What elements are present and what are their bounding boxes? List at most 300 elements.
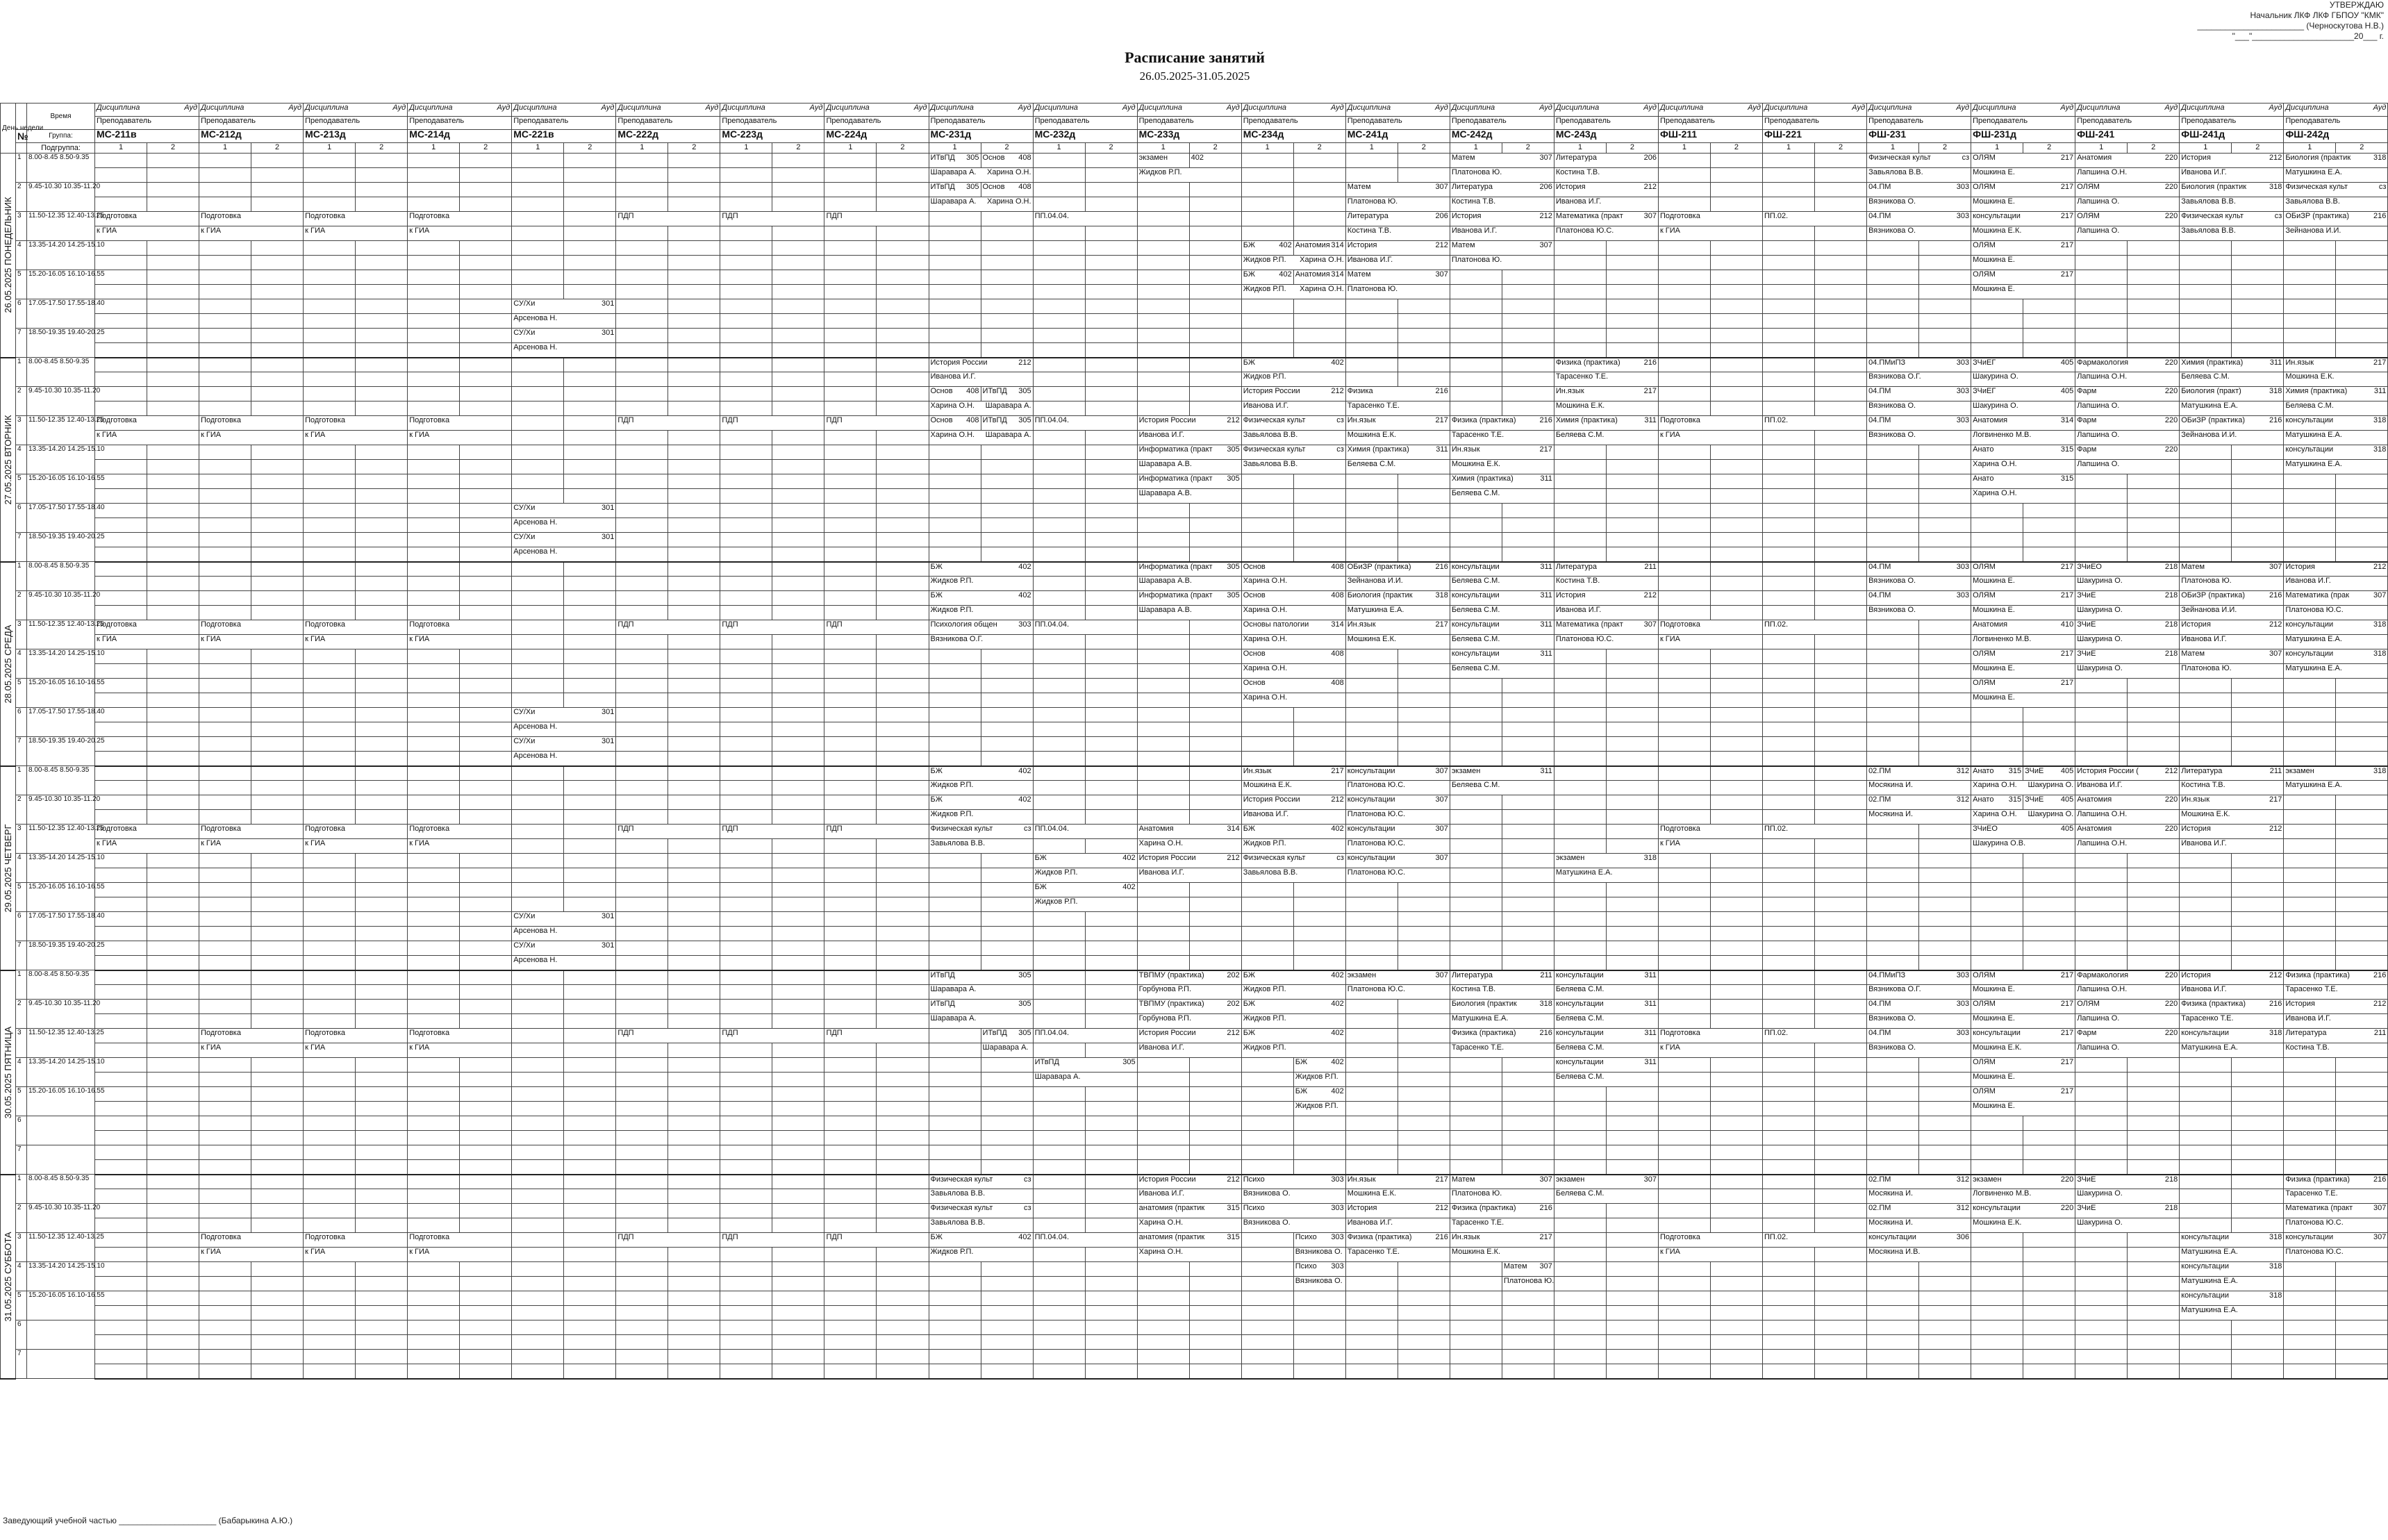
empty-cell	[512, 241, 564, 256]
empty-cell	[616, 1204, 668, 1218]
empty-cell	[1085, 343, 1137, 358]
empty-cell	[772, 299, 824, 314]
empty-cell	[1919, 299, 1971, 314]
lesson-teacher	[1137, 577, 1241, 591]
empty-cell	[616, 912, 668, 927]
empty-cell	[929, 241, 981, 256]
empty-cell	[1919, 722, 1971, 737]
lesson-teacher	[408, 226, 512, 241]
subject-text: ЗЧиЕ	[2077, 649, 2096, 658]
empty-cell	[1710, 912, 1762, 927]
empty-cell	[1137, 1145, 1189, 1160]
lesson-subject	[1345, 416, 1450, 431]
discipline-label	[304, 104, 408, 117]
empty-cell	[1710, 285, 1762, 299]
empty-cell	[1763, 708, 1815, 722]
empty-cell	[720, 329, 772, 343]
empty-cell	[929, 883, 981, 897]
subgroup-number: 1	[408, 143, 460, 154]
empty-cell	[1345, 154, 1398, 168]
room-number: 303	[1956, 416, 1970, 424]
subject-text: ПДП	[722, 212, 738, 220]
empty-cell	[1502, 1160, 1554, 1175]
empty-cell	[1710, 1364, 1762, 1379]
lesson-subject	[2180, 1029, 2284, 1043]
schedule-row	[1, 649, 2388, 664]
empty-cell	[408, 1145, 460, 1160]
empty-cell	[616, 1058, 668, 1073]
empty-cell	[1815, 1189, 1867, 1204]
empty-cell	[147, 547, 199, 562]
discipline-text: Дисциплина	[2285, 104, 2329, 112]
room-number: 216	[1435, 387, 1448, 395]
group-name: МС-234д	[1241, 130, 1345, 143]
empty-cell	[2180, 679, 2232, 693]
teacher-text: Жидков Р.П.	[930, 606, 974, 614]
empty-cell	[251, 927, 304, 941]
empty-cell	[877, 547, 929, 562]
room-number: 311	[2373, 387, 2387, 395]
empty-cell	[1293, 489, 1345, 504]
empty-cell	[2284, 1160, 2336, 1175]
subject-text: Математика (практ	[1555, 620, 1623, 629]
teacher-text: Харина О.Н.	[930, 401, 975, 410]
empty-cell	[1293, 941, 1345, 956]
empty-cell	[199, 387, 251, 401]
empty-cell	[1606, 1087, 1658, 1102]
lesson-subject	[1450, 766, 1554, 781]
lesson-time: 17.05-17.50 17.55-18.40	[27, 299, 95, 329]
empty-cell	[1867, 825, 1919, 839]
empty-cell	[512, 591, 564, 606]
subject-text: Ин.язык	[2285, 358, 2314, 367]
day-label-text: 26.05.2025 ПОНЕДЕЛЬНИК	[2, 197, 13, 313]
teacher-text: Матушкина Е.А.	[2181, 401, 2238, 410]
empty-cell	[356, 722, 408, 737]
room-number: 318	[2269, 1233, 2282, 1241]
empty-cell	[564, 241, 616, 256]
empty-cell	[147, 1160, 199, 1175]
lesson-subject	[1971, 1087, 2075, 1102]
lesson-subject	[1137, 970, 1241, 985]
empty-cell	[1450, 883, 1502, 897]
empty-cell	[251, 883, 304, 897]
room-number: 216	[2269, 1000, 2282, 1008]
empty-cell	[877, 941, 929, 956]
room-number: 402	[1331, 1000, 1344, 1008]
teacher-text: Мосякина И.	[1868, 810, 1914, 818]
empty-cell	[2336, 1277, 2388, 1291]
lesson-subject	[1345, 970, 1450, 985]
subject-text: БЖ	[1034, 883, 1047, 891]
empty-cell	[1867, 547, 1919, 562]
empty-cell	[877, 329, 929, 343]
empty-cell	[1710, 241, 1762, 256]
empty-cell	[1085, 577, 1137, 591]
empty-cell	[2128, 854, 2180, 868]
empty-cell	[1763, 1350, 1815, 1364]
empty-cell	[1189, 1291, 1241, 1306]
empty-cell	[1815, 460, 1867, 474]
empty-cell	[304, 460, 356, 474]
empty-cell	[720, 649, 772, 664]
empty-cell	[1971, 883, 2023, 897]
header-row-discipline	[1, 104, 2388, 117]
empty-cell	[616, 329, 668, 343]
empty-cell	[147, 1131, 199, 1145]
subject-text: СУ/Хи	[513, 941, 536, 950]
empty-cell	[1554, 1262, 1606, 1277]
empty-cell	[2336, 839, 2388, 854]
lesson-subject	[304, 1029, 408, 1043]
empty-cell	[1189, 1320, 1241, 1335]
empty-cell	[929, 868, 981, 883]
empty-cell	[981, 693, 1033, 708]
room-number: 212	[1227, 854, 1240, 862]
empty-cell	[147, 1291, 199, 1306]
empty-cell	[460, 1306, 512, 1320]
room-number: 301	[601, 504, 615, 512]
teacher-text: Шакурина О.	[2077, 1189, 2123, 1198]
empty-cell	[772, 518, 824, 533]
empty-cell	[2075, 722, 2128, 737]
empty-cell	[1137, 314, 1189, 329]
empty-cell	[981, 547, 1033, 562]
room-number: 307	[1539, 1262, 1552, 1270]
empty-cell	[668, 591, 720, 606]
teacher-label: Преподаватель	[1033, 117, 1137, 130]
subject-text: ПДП	[617, 825, 634, 833]
empty-cell	[1815, 1277, 1867, 1291]
teacher-text: Харина О.Н.	[1243, 606, 1288, 614]
schedule-row	[1, 372, 2388, 387]
empty-cell	[147, 970, 199, 985]
lesson-teacher	[929, 1218, 1033, 1233]
teacher-text: Шакурина О.	[2077, 1218, 2123, 1227]
lesson-subject	[1763, 416, 1867, 431]
empty-cell	[1867, 1320, 1919, 1335]
empty-cell	[199, 941, 251, 956]
schedule-row	[1, 1306, 2388, 1320]
empty-cell	[1867, 1160, 1919, 1175]
empty-cell	[356, 1131, 408, 1145]
empty-cell	[1815, 183, 1867, 197]
empty-cell	[1867, 635, 1919, 649]
empty-cell	[2336, 1306, 2388, 1320]
subject-text: консультации	[1451, 591, 1500, 599]
empty-cell	[1763, 737, 1815, 752]
empty-cell	[1658, 1306, 1710, 1320]
teacher-text: Мошкина Е.К.	[2181, 810, 2230, 818]
empty-cell	[877, 1306, 929, 1320]
empty-cell	[1763, 1204, 1815, 1218]
empty-cell	[2023, 883, 2075, 897]
empty-cell	[199, 1058, 251, 1073]
subject-text: ИТвПД	[982, 1029, 1007, 1037]
lesson-number: 5	[16, 474, 27, 504]
empty-cell	[251, 168, 304, 183]
room-number: 220	[2164, 154, 2178, 162]
lesson-subject	[2284, 591, 2388, 606]
empty-cell	[408, 606, 460, 620]
subject-text: ОБиЗР (практика)	[2181, 591, 2246, 599]
empty-cell	[199, 781, 251, 795]
room-number: 202	[1227, 1000, 1240, 1008]
teacher-label: Преподаватель	[304, 117, 408, 130]
teacher-text: Арсенова Н.	[513, 343, 558, 351]
empty-cell	[616, 854, 668, 868]
empty-cell	[1502, 372, 1554, 387]
teacher-text: Костина Т.В.	[2181, 781, 2225, 789]
lesson-teacher	[1971, 577, 2075, 591]
empty-cell	[877, 1145, 929, 1160]
subject-text: Подготовка	[1659, 1233, 1700, 1241]
lesson-subject	[720, 1029, 824, 1043]
lesson-number: 1	[16, 1175, 27, 1204]
empty-cell	[1815, 241, 1867, 256]
empty-cell	[824, 839, 877, 854]
lesson-teacher	[1241, 431, 1345, 445]
subgroup-number: 1	[304, 143, 356, 154]
empty-cell	[1450, 868, 1502, 883]
empty-cell	[824, 649, 877, 664]
lesson-subject	[1137, 445, 1241, 460]
lesson-subject	[2180, 649, 2284, 664]
empty-cell	[668, 985, 720, 1000]
subject-text: Физика (практика)	[1451, 1204, 1516, 1212]
empty-cell	[877, 897, 929, 912]
lesson-teacher	[2180, 577, 2284, 591]
empty-cell	[1189, 343, 1241, 358]
empty-cell	[1085, 1145, 1137, 1160]
empty-cell	[1763, 256, 1815, 270]
empty-cell	[720, 883, 772, 897]
empty-cell	[772, 766, 824, 781]
lesson-teacher	[1345, 781, 1450, 795]
empty-cell	[1033, 839, 1085, 854]
empty-cell	[1137, 1160, 1189, 1175]
empty-cell	[824, 1145, 877, 1160]
empty-cell	[304, 372, 356, 387]
empty-cell	[1033, 649, 1085, 664]
empty-cell	[1815, 1248, 1867, 1262]
subject-text: История	[2181, 154, 2211, 162]
lesson-subject-subgroup	[981, 387, 1033, 401]
room-number: 311	[1540, 620, 1552, 629]
teacher-text: Иванова И.Г.	[1138, 1043, 1185, 1052]
empty-cell	[1033, 1320, 1085, 1335]
room-number: 303	[1956, 970, 1970, 979]
empty-cell	[2128, 693, 2180, 708]
empty-cell	[1606, 547, 1658, 562]
lesson-subject	[1554, 387, 1658, 401]
room-number: 220	[2164, 212, 2178, 220]
teacher-text: Иванова И.Г.	[1451, 226, 1498, 235]
room-number: 220	[2164, 825, 2178, 833]
empty-cell	[95, 1043, 147, 1058]
aud-text: Ауд	[2060, 104, 2074, 112]
lesson-subject-subgroup	[1189, 154, 1241, 168]
empty-cell	[199, 562, 251, 577]
empty-cell	[408, 154, 460, 168]
empty-cell	[2232, 854, 2284, 868]
schedule-row	[1, 912, 2388, 927]
subject-text: Физическая культ	[2285, 183, 2348, 191]
empty-cell	[2075, 1058, 2128, 1073]
empty-cell	[251, 1364, 304, 1379]
empty-cell	[1710, 897, 1762, 912]
empty-cell	[2180, 489, 2232, 504]
subject-text: Матем	[1451, 154, 1475, 162]
empty-cell	[772, 285, 824, 299]
empty-cell	[1867, 1073, 1919, 1087]
empty-cell	[147, 795, 199, 810]
empty-cell	[1867, 1131, 1919, 1145]
lesson-teacher	[2075, 839, 2180, 854]
empty-cell	[2232, 708, 2284, 722]
empty-cell	[1971, 912, 2023, 927]
empty-cell	[1919, 708, 1971, 722]
empty-cell	[1189, 1335, 1241, 1350]
empty-cell	[147, 737, 199, 752]
lesson-subject	[1867, 387, 1971, 401]
empty-cell	[95, 795, 147, 810]
teacher-text: Беляева С.М.	[1347, 460, 1396, 468]
room-number: 217	[2060, 241, 2074, 249]
empty-cell	[356, 1218, 408, 1233]
subject-text: БЖ	[1034, 854, 1047, 862]
empty-cell	[1345, 533, 1398, 547]
teacher-text: Мошкина Е.К.	[1347, 1189, 1397, 1198]
lesson-subject	[1971, 679, 2075, 693]
empty-cell	[460, 445, 512, 460]
empty-cell	[1137, 183, 1189, 197]
empty-cell	[1971, 314, 2023, 329]
empty-cell	[2232, 912, 2284, 927]
empty-cell	[1345, 1131, 1398, 1145]
subject-text: Биология (практик	[1347, 591, 1413, 599]
lesson-subject	[1137, 1175, 1241, 1189]
teacher-text: Вязникова О.	[1295, 1248, 1343, 1256]
room-number: 303	[1956, 591, 1970, 599]
empty-cell	[616, 591, 668, 606]
empty-cell	[1137, 1131, 1189, 1145]
empty-cell	[1815, 635, 1867, 649]
empty-cell	[1345, 1102, 1398, 1116]
empty-cell	[2232, 1204, 2284, 1218]
teacher-text: Лапшина О.	[2077, 460, 2120, 468]
empty-cell	[1189, 941, 1241, 956]
empty-cell	[1398, 1277, 1450, 1291]
lesson-subject	[1554, 154, 1658, 168]
empty-cell	[1815, 256, 1867, 270]
empty-cell	[1658, 1262, 1710, 1277]
empty-cell	[616, 372, 668, 387]
empty-cell	[408, 941, 460, 956]
empty-cell	[2128, 1350, 2180, 1364]
empty-cell	[2128, 927, 2180, 941]
empty-cell	[772, 708, 824, 722]
room-number: 220	[2164, 1000, 2178, 1008]
empty-cell	[512, 445, 564, 460]
empty-cell	[2128, 1102, 2180, 1116]
lesson-teacher	[1658, 431, 1762, 445]
empty-cell	[251, 372, 304, 387]
lesson-subject	[1345, 825, 1450, 839]
subject-text: Матем	[1347, 270, 1371, 279]
teacher-text: к ГИА	[305, 839, 326, 847]
empty-cell	[1033, 154, 1085, 168]
empty-cell	[720, 226, 772, 241]
lesson-teacher	[2284, 1189, 2388, 1204]
lesson-subject	[824, 416, 929, 431]
teacher-text: Жидков Р.П.	[1243, 1014, 1286, 1022]
empty-cell	[199, 1175, 251, 1189]
empty-cell	[304, 168, 356, 183]
subject-text: Физическая культ	[1243, 854, 1306, 862]
empty-cell	[772, 970, 824, 985]
empty-cell	[304, 752, 356, 766]
empty-cell	[1606, 256, 1658, 270]
teacher-text: к ГИА	[97, 839, 117, 847]
empty-cell	[147, 854, 199, 868]
lesson-teacher	[1345, 226, 1450, 241]
room-number: Шаравара А.	[985, 431, 1031, 439]
lesson-subject	[929, 620, 1033, 635]
lesson-teacher	[1137, 1248, 1241, 1262]
empty-cell	[2075, 956, 2128, 970]
empty-cell	[1919, 897, 1971, 912]
empty-cell	[251, 489, 304, 504]
empty-cell	[304, 737, 356, 752]
empty-cell	[1033, 693, 1085, 708]
empty-cell	[147, 912, 199, 927]
empty-cell	[304, 562, 356, 577]
empty-cell	[1867, 329, 1919, 343]
lesson-subject	[2284, 212, 2388, 226]
room-number: 312	[1956, 766, 1970, 775]
subject-text: История	[1451, 212, 1482, 220]
empty-cell	[1554, 956, 1606, 970]
teacher-text: Иванова И.Г.	[1243, 401, 1289, 410]
empty-cell	[408, 183, 460, 197]
empty-cell	[877, 504, 929, 518]
subject-text: ПП.04.04.	[1034, 416, 1070, 424]
empty-cell	[2023, 314, 2075, 329]
empty-cell	[1554, 941, 1606, 956]
empty-cell	[2232, 314, 2284, 329]
empty-cell	[1450, 1320, 1502, 1335]
empty-cell	[1293, 1320, 1345, 1335]
subgroup-number: 1	[616, 143, 668, 154]
empty-cell	[1658, 1102, 1710, 1116]
empty-cell	[1606, 1248, 1658, 1262]
room-number: 216	[2373, 970, 2387, 979]
empty-cell	[824, 985, 877, 1000]
teacher-text: к ГИА	[409, 226, 430, 235]
empty-cell	[147, 299, 199, 314]
empty-cell	[668, 1277, 720, 1291]
lesson-teacher	[1345, 285, 1450, 299]
empty-cell	[824, 358, 877, 372]
empty-cell	[1085, 912, 1137, 927]
empty-cell	[512, 985, 564, 1000]
subject-text: Ин.язык	[1347, 416, 1376, 424]
empty-cell	[668, 431, 720, 445]
empty-cell	[2180, 1320, 2232, 1335]
empty-cell	[2336, 693, 2388, 708]
empty-cell	[1710, 941, 1762, 956]
